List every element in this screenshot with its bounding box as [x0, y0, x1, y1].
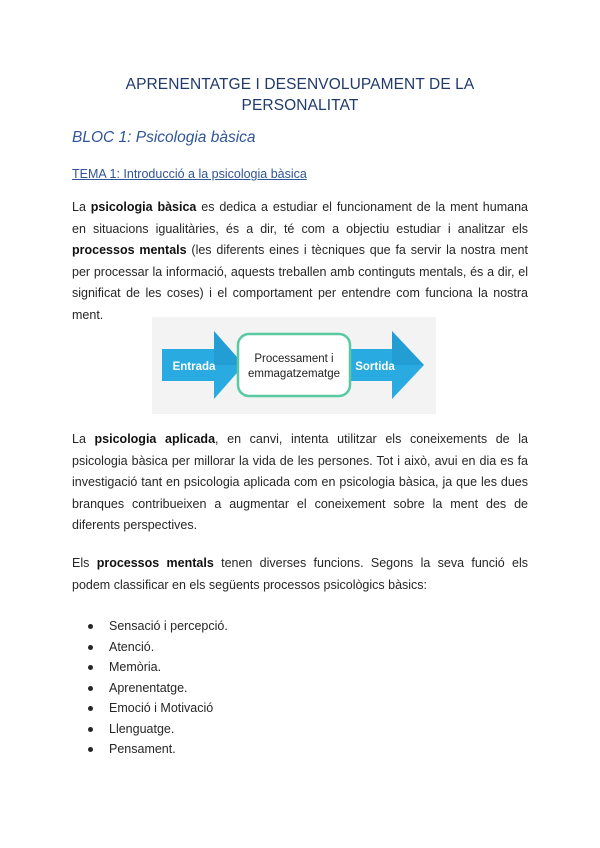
list-item-text: Llenguatge.: [109, 721, 175, 736]
process-label-line-1: Processament i: [254, 353, 334, 365]
bullet-icon: [88, 747, 93, 752]
tema-heading: TEMA 1: Introducció a la psicologia bàsica: [72, 167, 307, 181]
input-label: Entrada: [172, 361, 216, 373]
text-run: (les diferents eines i tècniques que fa servir la nostra ment per processar la informació, aquests treballen amb continguts mentals, és a dir, el significat de les coses) i el comportament per entendre com funciona la nostra ment.: [72, 243, 528, 322]
list-item: [88, 678, 228, 699]
list-item-text: Atenció.: [109, 639, 155, 654]
process-label-line-2: emmagatzematge: [247, 368, 341, 380]
list-item: [88, 719, 228, 740]
bold-term: psicologia bàsica: [90, 200, 197, 214]
bullet-icon: [88, 645, 93, 650]
list-item: [88, 698, 228, 719]
paragraph-processos-mentals: [72, 553, 528, 596]
bold-term: processos mentals: [72, 243, 187, 257]
process-box: [238, 334, 350, 396]
title-line-1: APRENENTATGE I DESENVOLUPAMENT DE LA: [125, 76, 475, 93]
bullet-icon: [88, 665, 93, 670]
output-label: Sortida: [355, 361, 395, 373]
processes-list: [88, 616, 228, 760]
text-run: La: [72, 432, 95, 446]
bold-term: psicologia aplicada: [94, 432, 216, 446]
title-line-2: PERSONALITAT: [241, 97, 359, 114]
list-item: [88, 616, 228, 637]
list-item-text: Memòria.: [109, 660, 162, 674]
bloc-heading: BLOC 1: Psicologia bàsica: [72, 129, 256, 146]
process-diagram: [152, 317, 436, 414]
list-item-text: Pensament.: [109, 742, 176, 756]
paragraph-psicologia-basica: [72, 197, 528, 326]
document-title: [72, 74, 528, 116]
bullet-icon: [88, 624, 93, 629]
text-run: es dedica a estudiar el funcionament de la ment humana en situacions igualitàries, és a dir, té com a objectiu estudiar i analitzar els: [72, 200, 528, 236]
bullet-icon: [88, 686, 93, 691]
list-item: [88, 657, 228, 678]
bold-term: processos mentals: [96, 556, 214, 570]
text-run: , en canvi, intenta utilitzar els coneixements de la psicologia bàsica per millorar la vida de les persones. Tot i això, avui en dia es fa investigació tant en psicologia aplicada com en psicologia bàsica, ja que les dues branques contribueixen a augmentar el coneixement sobre la ment des de diferents perspectives.: [72, 432, 528, 532]
list-item-text: Emoció i Motivació: [109, 701, 214, 715]
list-item-text: Sensació i percepció.: [109, 619, 228, 633]
text-run: tenen diverses funcions. Segons la seva funció els podem classificar en els següents processos psicològics bàsics:: [72, 556, 528, 592]
list-item-text: Aprenentatge.: [109, 680, 188, 695]
bullet-icon: [88, 706, 93, 711]
text-run: Els: [72, 556, 97, 570]
text-run: La: [72, 200, 91, 214]
list-item: [88, 637, 228, 658]
bullet-icon: [88, 727, 93, 732]
paragraph-psicologia-aplicada: [72, 429, 528, 537]
list-item: [88, 739, 228, 760]
